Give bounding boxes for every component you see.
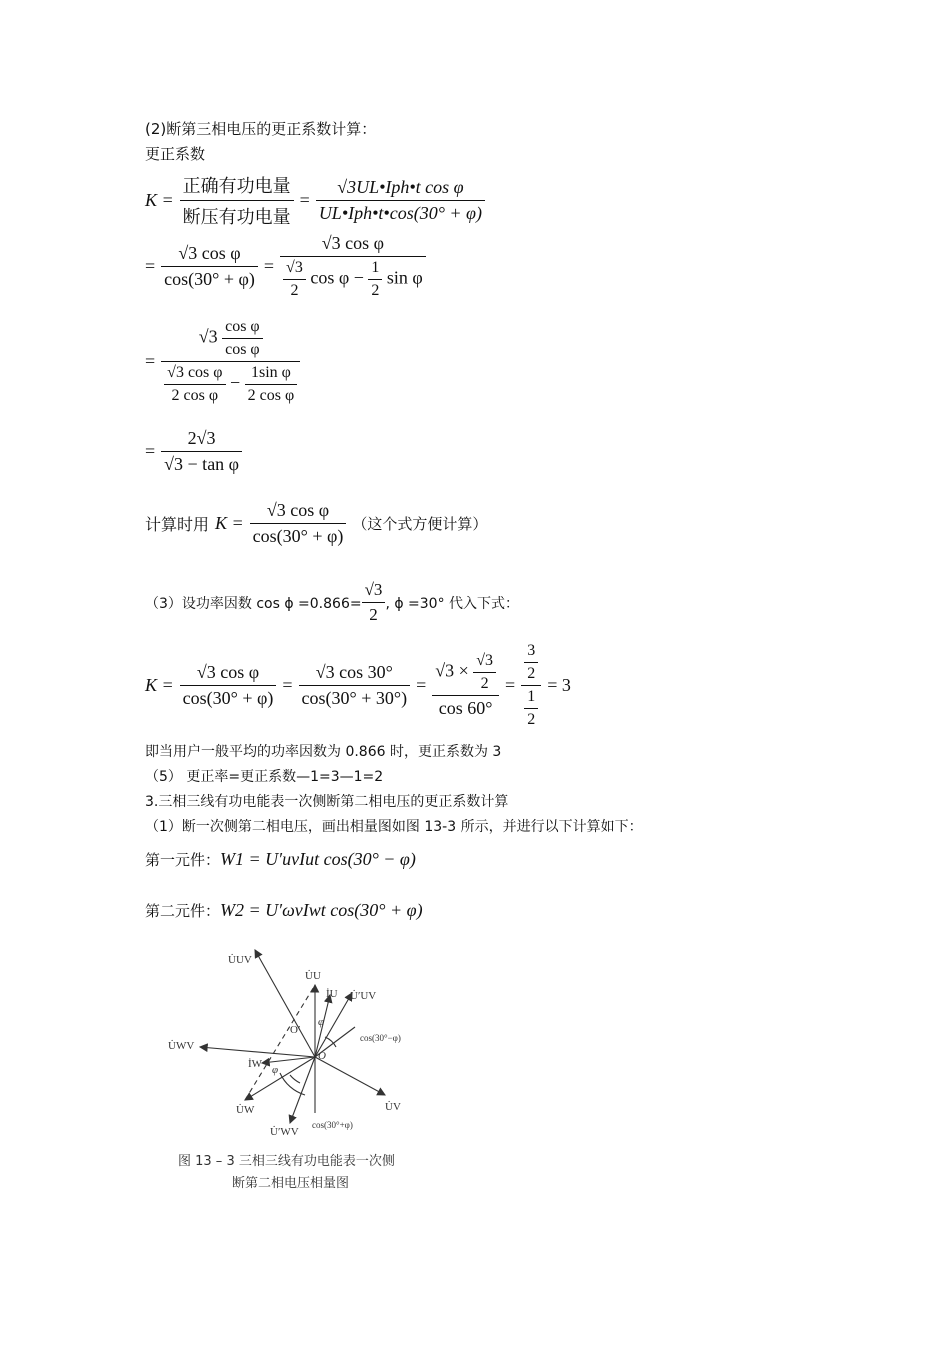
eq3-bottom	[161, 361, 300, 405]
section3-frac-den: 2	[362, 602, 386, 625]
eq6-n1: √3 cos φ	[196, 662, 260, 682]
eq5-note: （这个式方便计算）	[352, 515, 488, 533]
eq2-den2-c: cos φ −	[310, 267, 364, 288]
eq3-big-frac	[161, 318, 300, 405]
section-3-heading: 3.三相三线有功电能表一次侧断第二相电压的更正系数计算	[145, 794, 509, 810]
eq2-den2-e: 2	[368, 279, 382, 300]
eq2-den2-frac-b	[368, 259, 382, 300]
eq1-lhs: K =	[145, 190, 174, 210]
correction-rate-line: （5） 更正率=更正系数—1=3—1=2	[145, 769, 384, 785]
eq2-equals-b: =	[263, 256, 275, 276]
step-1-line: （1）断一次侧第二相电压，画出相量图如图 13-3 所示，并进行以下计算如下：	[145, 819, 643, 835]
label-cos-plus: cos(30°+φ)	[312, 1120, 353, 1130]
eq2-equals: =	[145, 256, 156, 276]
equation-5	[145, 500, 487, 547]
section3-frac	[362, 580, 386, 625]
uuv-vector	[255, 950, 315, 1057]
eq6-frac4	[521, 642, 541, 729]
label-uv: U̇V	[385, 1101, 401, 1113]
eq2-frac-2	[280, 233, 426, 300]
eq3-top-frac	[222, 318, 263, 359]
section-heading: (2)断第三相电压的更正系数计算：	[145, 120, 377, 138]
eq2-num2: √3 cos φ	[321, 233, 385, 253]
w2-line	[145, 900, 423, 921]
eq3-b-num2: 1sin φ	[250, 364, 291, 381]
eq6-n4	[521, 642, 541, 685]
eq5-lhs: K =	[215, 513, 244, 533]
eq6-d4	[521, 685, 541, 729]
eq2-frac-1	[161, 243, 258, 290]
label-uwv: U̇WV	[168, 1040, 195, 1052]
eq3-top-num: cos φ	[225, 318, 260, 335]
eq3-top-den: cos φ	[222, 338, 263, 359]
label-cos-minus: cos(30°−φ)	[360, 1033, 401, 1043]
label-o-prime: O′	[290, 1024, 301, 1036]
eq6-frac2	[299, 662, 411, 709]
eq6-d1: cos(30° + φ)	[180, 685, 277, 709]
angle-arc-bottom	[290, 1075, 300, 1083]
label-iw: İW	[248, 1058, 263, 1070]
eq4-equals: =	[145, 441, 156, 461]
eq6-d2: cos(30° + 30°)	[299, 685, 411, 709]
section3-text-b: , ϕ =30° 代入下式：	[385, 595, 520, 612]
label-iu: İU	[326, 988, 338, 1000]
section3-frac-num: √3	[364, 580, 383, 599]
eq6-n3	[432, 652, 499, 695]
subheading: 更正系数	[145, 145, 206, 163]
label-uw: U̇W	[236, 1104, 255, 1116]
equation-2	[145, 233, 426, 300]
equation-6	[145, 642, 571, 729]
figure-caption-line-2: 断第二相电压相量图	[232, 1176, 350, 1191]
eq6-n4-frac	[524, 642, 538, 683]
eq3-top	[161, 318, 300, 361]
eq2-den2-b: 2	[283, 279, 306, 300]
label-uu: U̇U	[305, 970, 321, 982]
equation-3	[145, 318, 300, 405]
eq3-b-den2: 2 cos φ	[245, 384, 298, 405]
eq3-b-den1: 2 cos φ	[164, 384, 225, 405]
label-uwv-prime: U̇′WV	[270, 1126, 299, 1138]
figure-caption-line-1: 图 13 – 3 三相三线有功电能表一次侧	[178, 1154, 395, 1169]
w1-formula: W1 = U′uvIut cos(30° − φ)	[220, 849, 416, 869]
eq6-frac1	[180, 662, 277, 709]
label-uuv-prime: U̇′UV	[350, 990, 377, 1002]
label-phi-1: φ	[318, 1016, 325, 1028]
w1-line	[145, 849, 416, 870]
label-o: O	[318, 1050, 326, 1062]
eq5-prefix: 计算时用	[145, 515, 210, 534]
dashed-line	[245, 985, 315, 1100]
eq5-den: cos(30° + φ)	[250, 523, 347, 547]
eq3-b-frac1	[164, 364, 225, 405]
label-phi-2: φ	[272, 1064, 279, 1076]
eq5-num: √3 cos φ	[266, 500, 330, 520]
eq1-frac-cn	[180, 172, 294, 229]
eq3-equals: =	[145, 351, 156, 371]
label-uuv: U̇UV	[228, 954, 252, 966]
uwv-vector	[200, 1047, 315, 1057]
eq6-n4b: 2	[524, 662, 538, 683]
eq3-b-frac2	[245, 364, 298, 405]
eq2-den2-a: √3	[286, 259, 303, 276]
w2-prefix: 第二元件：	[145, 902, 221, 920]
eq1-frac-rhs	[316, 177, 485, 224]
w2-formula: W2 = U′ωvIwt cos(30° + φ)	[220, 900, 423, 920]
eq6-n3c: 2	[473, 672, 496, 693]
eq2-num1: √3 cos φ	[178, 243, 241, 263]
section-3-line	[145, 580, 519, 625]
eq2-den2-f: sin φ	[386, 267, 423, 288]
eq4-num: 2√3	[187, 428, 216, 448]
eq6-n3a: √3 ×	[435, 660, 469, 681]
section3-text-a: （3）设功率因数 cos ϕ =0.866=	[145, 595, 362, 612]
eq5-frac	[250, 500, 347, 547]
eq2-den2	[280, 256, 426, 300]
eq6-n3-frac	[473, 652, 496, 693]
eq1-equals: =	[299, 190, 310, 210]
eq6-n3b: √3	[476, 652, 494, 669]
eq6-n2: √3 cos 30°	[315, 662, 393, 682]
equation-4	[145, 428, 242, 475]
eq2-den2-d: 1	[371, 259, 380, 276]
equation-1	[145, 172, 485, 229]
eq6-d4-frac	[524, 688, 538, 729]
eq2-den2-frac-a	[283, 259, 306, 300]
eq6-eq4: = 3	[547, 675, 571, 695]
eq4-frac	[161, 428, 242, 475]
w1-prefix: 第一元件：	[145, 851, 221, 869]
eq1-den-rhs: UL•Iph•t•cos(30° + φ)	[316, 200, 485, 224]
eq6-d4a: 1	[527, 688, 536, 705]
eq6-eq3: =	[505, 675, 516, 695]
uv-vector	[315, 1057, 385, 1095]
eq6-n4a: 3	[527, 642, 536, 659]
eq6-eq1: =	[282, 675, 293, 695]
eq3-b-num1: √3 cos φ	[167, 364, 223, 381]
eq3-top-sqrt: √3	[198, 326, 218, 347]
eq6-d4b: 2	[524, 708, 538, 729]
eq1-den-cn: 断压有功电量	[180, 200, 294, 229]
eq6-frac3	[432, 652, 499, 719]
eq1-num-rhs: √3UL•Iph•t cos φ	[337, 177, 464, 197]
conclusion-line: 即当用户一般平均的功率因数为 0.866 时，更正系数为 3	[145, 744, 502, 760]
eq6-lhs: K =	[145, 675, 174, 695]
eq3-minus: −	[230, 372, 241, 393]
eq1-num-cn: 正确有功电量	[182, 176, 291, 197]
eq6-eq2: =	[416, 675, 427, 695]
eq2-den1: cos(30° + φ)	[161, 266, 258, 290]
eq6-d3: cos 60°	[432, 695, 499, 719]
eq4-den: √3 − tan φ	[161, 451, 242, 475]
